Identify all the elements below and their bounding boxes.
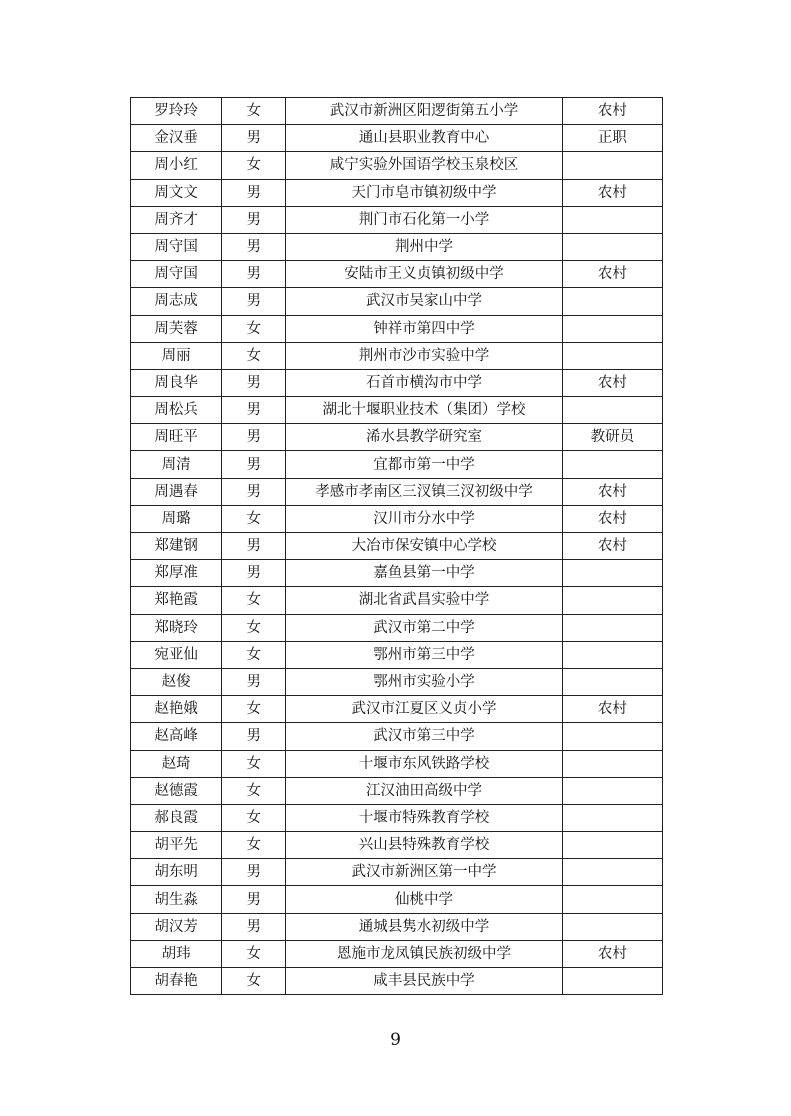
name-cell: 周清 xyxy=(131,451,222,478)
school-cell: 孝感市孝南区三汊镇三汊初级中学 xyxy=(286,478,563,505)
table-row xyxy=(131,233,663,260)
table-row xyxy=(131,968,663,995)
name-cell: 周文文 xyxy=(131,179,222,206)
school-cell: 咸宁实验外国语学校玉泉校区 xyxy=(286,152,563,179)
note-cell: 农村 xyxy=(562,369,662,396)
gender-cell: 男 xyxy=(222,886,286,913)
name-cell: 郝良霞 xyxy=(131,804,222,831)
table-row xyxy=(131,696,663,723)
note-cell xyxy=(562,288,662,315)
gender-cell: 男 xyxy=(222,424,286,451)
school-cell: 咸丰县民族中学 xyxy=(286,968,563,995)
table-row xyxy=(131,261,663,288)
gender-cell: 女 xyxy=(222,968,286,995)
name-cell: 郑厚准 xyxy=(131,560,222,587)
school-cell: 恩施市龙凤镇民族初级中学 xyxy=(286,940,563,967)
school-cell: 荆州市沙市实验中学 xyxy=(286,342,563,369)
table-row xyxy=(131,723,663,750)
table-row xyxy=(131,451,663,478)
table-row xyxy=(131,369,663,396)
gender-cell: 女 xyxy=(222,505,286,532)
table-row xyxy=(131,125,663,152)
note-cell xyxy=(562,342,662,369)
name-cell: 周璐 xyxy=(131,505,222,532)
note-cell: 农村 xyxy=(562,505,662,532)
gender-cell: 女 xyxy=(222,940,286,967)
name-cell: 胡生淼 xyxy=(131,886,222,913)
school-cell: 湖北十堰职业技术（集团）学校 xyxy=(286,397,563,424)
gender-cell: 男 xyxy=(222,125,286,152)
name-cell: 胡平先 xyxy=(131,832,222,859)
table-row xyxy=(131,206,663,233)
note-cell xyxy=(562,397,662,424)
school-cell: 嘉鱼县第一中学 xyxy=(286,560,563,587)
school-cell: 武汉市吴家山中学 xyxy=(286,288,563,315)
name-cell: 赵高峰 xyxy=(131,723,222,750)
school-cell: 钟祥市第四中学 xyxy=(286,315,563,342)
gender-cell: 女 xyxy=(222,832,286,859)
note-cell xyxy=(562,206,662,233)
note-cell xyxy=(562,750,662,777)
note-cell xyxy=(562,451,662,478)
note-cell: 农村 xyxy=(562,179,662,206)
note-cell: 农村 xyxy=(562,478,662,505)
school-cell: 鄂州市第三中学 xyxy=(286,641,563,668)
note-cell: 农村 xyxy=(562,261,662,288)
gender-cell: 男 xyxy=(222,859,286,886)
gender-cell: 男 xyxy=(222,369,286,396)
school-cell: 汉川市分水中学 xyxy=(286,505,563,532)
note-cell xyxy=(562,859,662,886)
school-cell: 武汉市新洲区阳逻街第五小学 xyxy=(286,98,563,125)
gender-cell: 女 xyxy=(222,342,286,369)
table-row xyxy=(131,505,663,532)
name-cell: 周良华 xyxy=(131,369,222,396)
table-row xyxy=(131,98,663,125)
gender-cell: 男 xyxy=(222,533,286,560)
table-row xyxy=(131,777,663,804)
note-cell: 农村 xyxy=(562,696,662,723)
name-cell: 郑晓玲 xyxy=(131,614,222,641)
name-cell: 周守国 xyxy=(131,233,222,260)
gender-cell: 男 xyxy=(222,233,286,260)
school-cell: 武汉市第二中学 xyxy=(286,614,563,641)
name-cell: 金汉垂 xyxy=(131,125,222,152)
name-cell: 周丽 xyxy=(131,342,222,369)
school-cell: 仙桃中学 xyxy=(286,886,563,913)
name-cell: 赵艳娥 xyxy=(131,696,222,723)
school-cell: 十堰市东风铁路学校 xyxy=(286,750,563,777)
gender-cell: 女 xyxy=(222,804,286,831)
name-cell: 赵俊 xyxy=(131,668,222,695)
table-row xyxy=(131,913,663,940)
name-cell: 周齐才 xyxy=(131,206,222,233)
school-cell: 荆州中学 xyxy=(286,233,563,260)
table-row xyxy=(131,750,663,777)
gender-cell: 女 xyxy=(222,750,286,777)
table-row xyxy=(131,641,663,668)
table-row xyxy=(131,152,663,179)
name-cell: 胡汉芳 xyxy=(131,913,222,940)
name-cell: 周志成 xyxy=(131,288,222,315)
school-cell: 石首市横沟市中学 xyxy=(286,369,563,396)
note-cell xyxy=(562,777,662,804)
gender-cell: 男 xyxy=(222,261,286,288)
school-cell: 鄂州市实验小学 xyxy=(286,668,563,695)
school-cell: 荆门市石化第一小学 xyxy=(286,206,563,233)
school-cell: 十堰市特殊教育学校 xyxy=(286,804,563,831)
table-row xyxy=(131,832,663,859)
school-cell: 武汉市江夏区义贞小学 xyxy=(286,696,563,723)
gender-cell: 女 xyxy=(222,315,286,342)
roster-table-body xyxy=(131,98,663,995)
name-cell: 郑建钢 xyxy=(131,533,222,560)
gender-cell: 男 xyxy=(222,560,286,587)
school-cell: 浠水县教学研究室 xyxy=(286,424,563,451)
note-cell: 农村 xyxy=(562,940,662,967)
note-cell xyxy=(562,560,662,587)
gender-cell: 女 xyxy=(222,641,286,668)
school-cell: 兴山县特殊教育学校 xyxy=(286,832,563,859)
table-row xyxy=(131,940,663,967)
name-cell: 周芙蓉 xyxy=(131,315,222,342)
note-cell: 农村 xyxy=(562,533,662,560)
table-row xyxy=(131,859,663,886)
table-row xyxy=(131,668,663,695)
name-cell: 罗玲玲 xyxy=(131,98,222,125)
note-cell xyxy=(562,233,662,260)
note-cell xyxy=(562,614,662,641)
gender-cell: 男 xyxy=(222,288,286,315)
note-cell xyxy=(562,804,662,831)
note-cell xyxy=(562,668,662,695)
school-cell: 通山县职业教育中心 xyxy=(286,125,563,152)
page-number: 9 xyxy=(390,1030,401,1050)
table-row xyxy=(131,342,663,369)
gender-cell: 女 xyxy=(222,696,286,723)
name-cell: 胡春艳 xyxy=(131,968,222,995)
name-cell: 胡玮 xyxy=(131,940,222,967)
table-row xyxy=(131,424,663,451)
table-row xyxy=(131,587,663,614)
name-cell: 周遇春 xyxy=(131,478,222,505)
note-cell: 正职 xyxy=(562,125,662,152)
gender-cell: 男 xyxy=(222,913,286,940)
school-cell: 宜都市第一中学 xyxy=(286,451,563,478)
table-row xyxy=(131,804,663,831)
gender-cell: 男 xyxy=(222,668,286,695)
school-cell: 武汉市新洲区第一中学 xyxy=(286,859,563,886)
name-cell: 赵琦 xyxy=(131,750,222,777)
note-cell xyxy=(562,723,662,750)
roster-table xyxy=(130,97,663,995)
name-cell: 周旺平 xyxy=(131,424,222,451)
note-cell xyxy=(562,641,662,668)
table-row xyxy=(131,288,663,315)
table-row xyxy=(131,614,663,641)
table-row xyxy=(131,397,663,424)
school-cell: 通城县隽水初级中学 xyxy=(286,913,563,940)
name-cell: 周守国 xyxy=(131,261,222,288)
school-cell: 大冶市保安镇中心学校 xyxy=(286,533,563,560)
school-cell: 湖北省武昌实验中学 xyxy=(286,587,563,614)
note-cell xyxy=(562,886,662,913)
gender-cell: 男 xyxy=(222,397,286,424)
note-cell xyxy=(562,587,662,614)
gender-cell: 女 xyxy=(222,614,286,641)
gender-cell: 女 xyxy=(222,152,286,179)
gender-cell: 女 xyxy=(222,777,286,804)
table-row xyxy=(131,315,663,342)
note-cell xyxy=(562,968,662,995)
gender-cell: 男 xyxy=(222,179,286,206)
school-cell: 安陆市王义贞镇初级中学 xyxy=(286,261,563,288)
gender-cell: 男 xyxy=(222,478,286,505)
note-cell xyxy=(562,152,662,179)
table-row xyxy=(131,886,663,913)
name-cell: 周松兵 xyxy=(131,397,222,424)
gender-cell: 女 xyxy=(222,587,286,614)
school-cell: 武汉市第三中学 xyxy=(286,723,563,750)
note-cell: 农村 xyxy=(562,98,662,125)
gender-cell: 男 xyxy=(222,206,286,233)
table-row xyxy=(131,533,663,560)
name-cell: 郑艳霞 xyxy=(131,587,222,614)
school-cell: 天门市皂市镇初级中学 xyxy=(286,179,563,206)
name-cell: 宛亚仙 xyxy=(131,641,222,668)
note-cell xyxy=(562,832,662,859)
table-row xyxy=(131,560,663,587)
note-cell: 教研员 xyxy=(562,424,662,451)
school-cell: 江汉油田高级中学 xyxy=(286,777,563,804)
table-row xyxy=(131,179,663,206)
note-cell xyxy=(562,913,662,940)
gender-cell: 女 xyxy=(222,98,286,125)
table-row xyxy=(131,478,663,505)
name-cell: 赵德霞 xyxy=(131,777,222,804)
note-cell xyxy=(562,315,662,342)
name-cell: 周小红 xyxy=(131,152,222,179)
name-cell: 胡东明 xyxy=(131,859,222,886)
gender-cell: 男 xyxy=(222,451,286,478)
gender-cell: 男 xyxy=(222,723,286,750)
